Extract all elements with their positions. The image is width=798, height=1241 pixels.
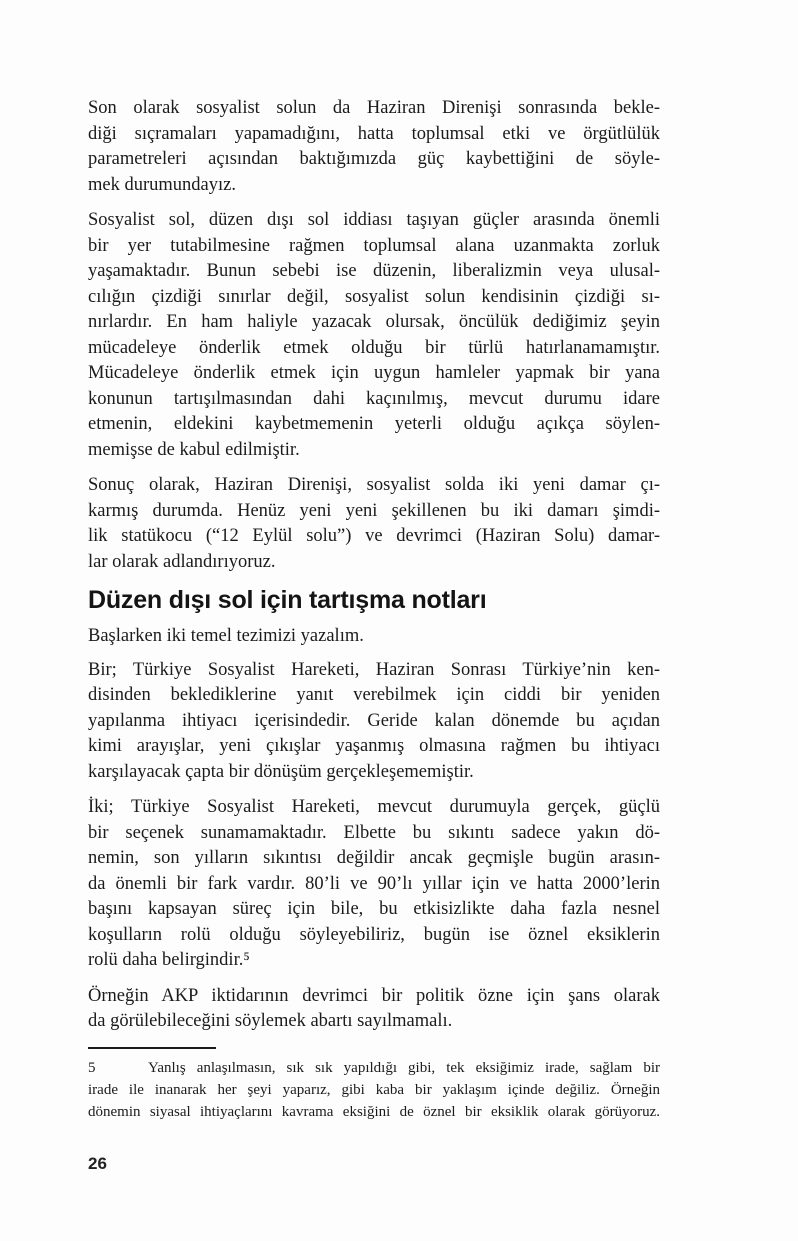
text-line: konunun tartışılmasından dahi kaçınılmış, mevcut durumu idare — [88, 388, 660, 409]
text-line: lar olarak adlandırıyoruz. — [88, 551, 276, 572]
text-line: nırlardır. En ham haliyle yazacak olursak, öncülük dediğimiz şeyin — [88, 312, 660, 332]
text-line: bir seçenek sunamamaktadır. Elbette bu sıkıntı sadece yakın dö- — [88, 822, 660, 843]
text-line: karmış durumda. Henüz yeni yeni şekillenen bu iki damarı şimdi- — [88, 500, 660, 521]
paragraph — [88, 795, 660, 974]
text-line: Mücadeleye önderlik etmek için uygun hamleler yapmak bir yana — [88, 363, 660, 383]
text-line: Sonuç olarak, Haziran Direnişi, sosyalist solda iki yeni damar çı- — [88, 475, 660, 495]
paragraph — [88, 984, 660, 1035]
paragraph — [88, 658, 660, 786]
text-line: Bir; Türkiye Sosyalist Hareketi, Haziran Sonrası Türkiye’nin ken- — [88, 659, 660, 680]
footnote-line: dönemin siyasal ihtiyaçlarını kavrama eksiğini de öznel bir eksiklik olarak görüyoruz. — [88, 1103, 660, 1120]
paragraph — [88, 473, 660, 575]
text-line: etmenin, eldekini kaybetmemenin yeterli olduğu açıkça söylen- — [88, 414, 660, 434]
text-line: Son olarak sosyalist solun da Haziran Direnişi sonrasında bekle- — [88, 98, 660, 118]
text-line: mek durumundayız. — [88, 174, 236, 195]
text-line: lik statükocu (“12 Eylül solu”) ve devrimci (Haziran Solu) damar- — [88, 526, 660, 546]
text-line: Örneğin AKP iktidarının devrimci bir politik özne için şans olarak — [88, 985, 660, 1006]
section-heading: Düzen dışı sol için tartışma notları — [88, 586, 487, 614]
text-line: disinden beklediklerine yanıt verebilmek için ciddi bir yeniden — [88, 685, 660, 705]
page-number: 26 — [88, 1154, 107, 1173]
paragraph — [88, 96, 660, 198]
footnote-text: Yanlış anlaşılmasın, sık sık yapıldığı gibi, tek eksiğimiz irade, sağlam bir — [148, 1059, 660, 1076]
text-line: da görülebileceğini söylemek abartı sayılmamalı. — [88, 1011, 453, 1031]
footnote-line — [88, 1057, 660, 1079]
text-line: da önemli bir fark vardır. 80’li ve 90’lı yıllar için ve hatta 2000’lerin — [88, 873, 660, 894]
text-line: mücadeleye önderlik etmek olduğu bir türlü hatırlanamamıştır. — [88, 337, 660, 358]
footnote-divider — [88, 1047, 216, 1049]
footnote-number: 5 — [88, 1059, 96, 1076]
text-line: başını kapsayan süreç için bile, bu etkisizlikte daha fazla nesnel — [88, 899, 660, 919]
text-line: cılığın çizdiği sınırlar değil, sosyalist solun kendisinin çizdiği sı- — [88, 286, 660, 307]
text-line: bir yer tutabilmesine rağmen toplumsal alana uzanmakta zorluk — [88, 235, 660, 256]
text-line: Sosyalist sol, düzen dışı sol iddiası taşıyan güçler arasında önemli — [88, 210, 660, 230]
text-line: diği sıçramaları yapamadığını, hatta toplumsal etki ve örgütlülük — [88, 123, 660, 144]
text-line: yaşamaktadır. Bunun sebebi ise düzenin, liberalizmin veya ulusal- — [88, 261, 660, 281]
text-line: yapılanma ihtiyacı içerisindedir. Geride kalan dönemde bu açıdan — [88, 710, 660, 731]
footnote-line: irade ile inanarak her şeyi yaparız, gibi kaba bir yaklaşım içinde değiliz. Örneğin — [88, 1081, 660, 1098]
text-line: İki; Türkiye Sosyalist Hareketi, mevcut durumuyla gerçek, güçlü — [88, 797, 660, 817]
footnote — [88, 1047, 660, 1123]
text-line: memişse de kabul edilmiştir. — [88, 439, 300, 460]
text-line: rolü daha belirgindir.⁵ — [88, 950, 250, 970]
text-line: kimi arayışlar, yeni çıkışlar yaşanmış olmasına rağmen bu ihtiyacı — [88, 736, 660, 756]
section-intro-line: Başlarken iki temel tezimizi yazalım. — [88, 626, 364, 646]
paragraph — [88, 208, 660, 463]
text-line: koşulların rolü olduğu söyleyebiliriz, bugün ise öznel eksiklerin — [88, 924, 660, 945]
text-line: karşılayacak çapta bir dönüşüm gerçekleşememiştir. — [88, 761, 474, 782]
text-line: nemin, son yılların sıkıntısı değildir ancak geçmişle bugün arasın- — [88, 848, 660, 868]
text-line: parametreleri açısından baktığımızda güç kaybettiğini de söyle- — [88, 149, 660, 169]
